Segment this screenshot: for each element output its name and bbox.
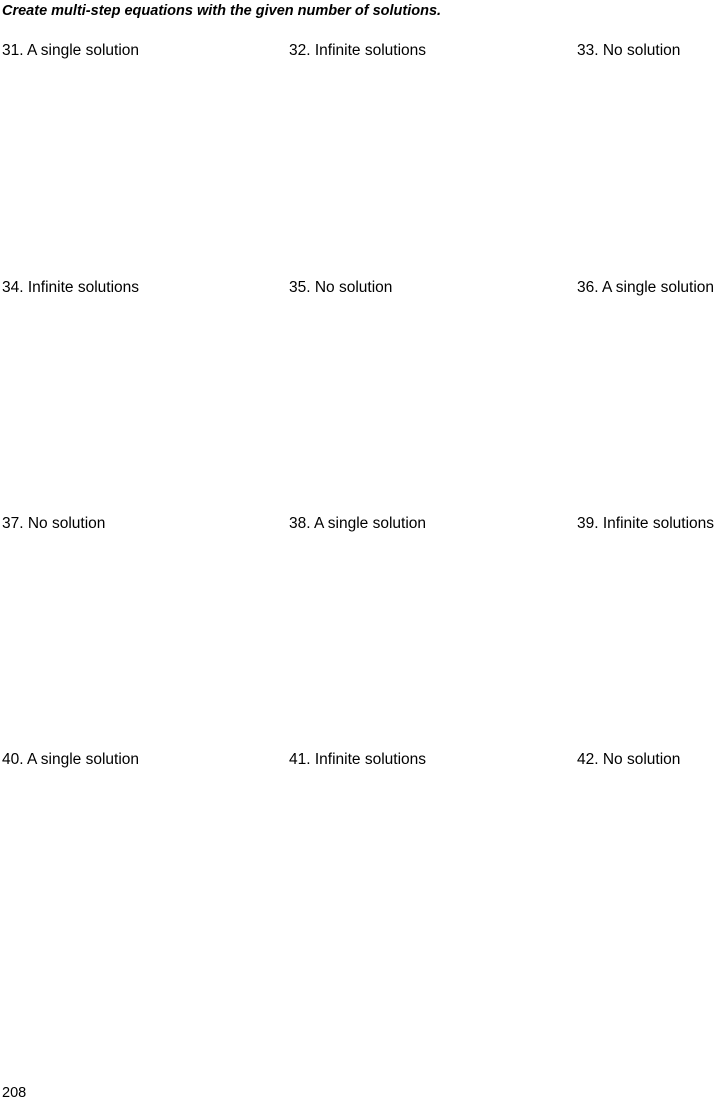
problem-40: 40. A single solution bbox=[2, 751, 140, 768]
problem-41: 41. Infinite solutions bbox=[289, 751, 427, 768]
problem-34: 34. Infinite solutions bbox=[2, 279, 140, 296]
problem-33: 33. No solution bbox=[577, 42, 681, 59]
problem-37: 37. No solution bbox=[2, 515, 106, 532]
problem-36: 36. A single solution bbox=[577, 279, 715, 296]
problem-31: 31. A single solution bbox=[2, 42, 140, 59]
problem-38: 38. A single solution bbox=[289, 515, 427, 532]
problem-35: 35. No solution bbox=[289, 279, 393, 296]
worksheet-instructions: Create multi-step equations with the given number of solutions. bbox=[2, 3, 442, 19]
problem-39: 39. Infinite solutions bbox=[577, 515, 715, 532]
page-number: 208 bbox=[2, 1085, 27, 1101]
problem-42: 42. No solution bbox=[577, 751, 681, 768]
problem-32: 32. Infinite solutions bbox=[289, 42, 427, 59]
